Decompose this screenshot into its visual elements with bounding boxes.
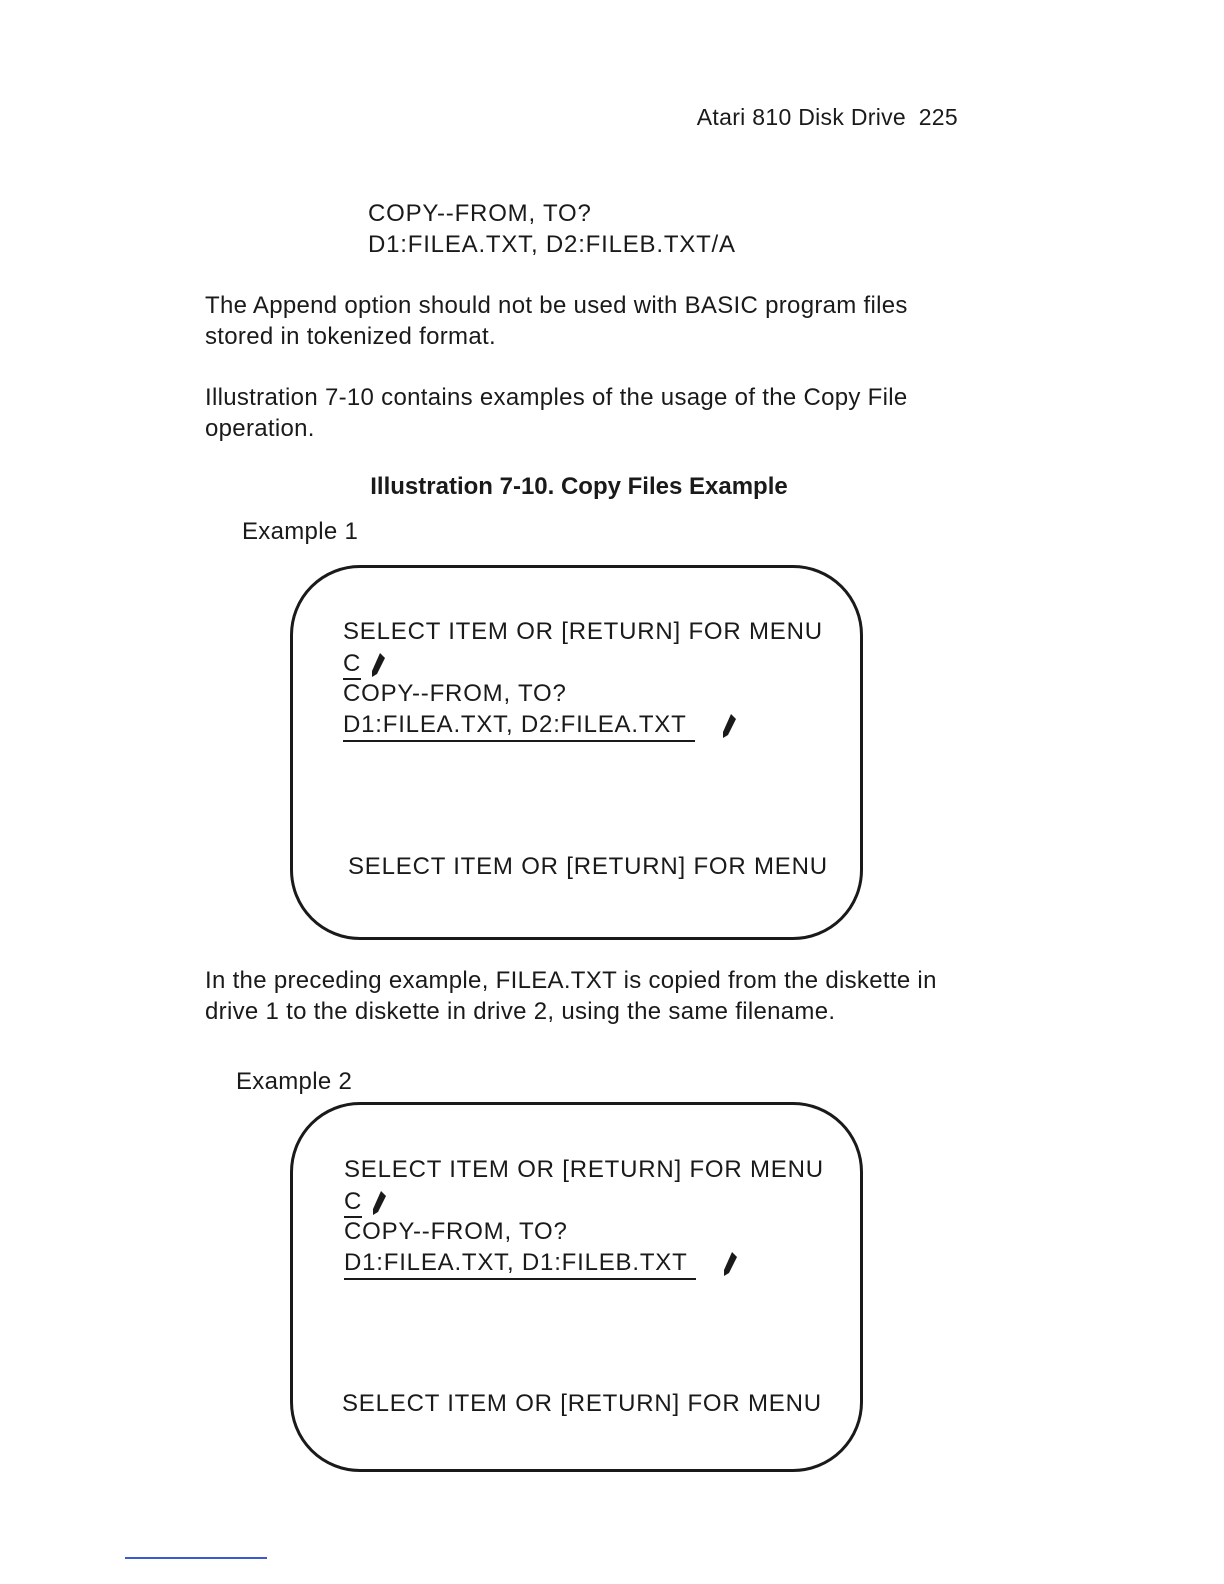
example-label-1: Example 1 — [242, 518, 359, 545]
screen-input-line — [343, 650, 387, 680]
screen-final-prompt: SELECT ITEM OR [RETURN] FOR MENU — [342, 1390, 822, 1417]
footer-rule — [125, 1557, 267, 1559]
return-key-icon — [370, 1190, 388, 1216]
page-number: 225 — [918, 104, 958, 130]
screen-command-line — [344, 1248, 739, 1280]
return-key-icon — [720, 713, 738, 739]
code-line-1: COPY--FROM, TO? — [368, 200, 592, 227]
screen-example-1 — [290, 565, 863, 940]
illustration-caption: Illustration 7-10. Copy Files Example — [370, 473, 788, 500]
screen-example-2 — [290, 1102, 863, 1472]
code-line-2: D1:FILEA.TXT, D2:FILEB.TXT/A — [368, 231, 736, 258]
explanation-paragraph: In the preceding example, FILEA.TXT is copied from the diskette in drive 1 to the diskette in drive 2, using the same filename. — [205, 967, 937, 1025]
screen-command: D1:FILEA.TXT, D1:FILEB.TXT — [344, 1248, 696, 1280]
screen-copy-prompt: COPY--FROM, TO? — [343, 680, 567, 707]
screen-input-line — [344, 1188, 388, 1218]
screen-copy-prompt: COPY--FROM, TO? — [344, 1218, 568, 1245]
screen-input: C — [344, 1188, 362, 1218]
screen-command-line — [343, 710, 738, 742]
screen-prompt: SELECT ITEM OR [RETURN] FOR MENU — [344, 1156, 824, 1183]
screen-input: C — [343, 650, 361, 680]
screen-prompt: SELECT ITEM OR [RETURN] FOR MENU — [343, 618, 823, 645]
screen-command: D1:FILEA.TXT, D2:FILEA.TXT — [343, 710, 695, 742]
intro-paragraph: Illustration 7-10 contains examples of the usage of the Copy File operation. — [205, 384, 908, 442]
return-key-icon — [721, 1251, 739, 1277]
screen-final-prompt: SELECT ITEM OR [RETURN] FOR MENU — [348, 853, 828, 880]
return-key-icon — [369, 652, 387, 678]
append-note-paragraph: The Append option should not be used with BASIC program files stored in tokenized format. — [205, 292, 908, 350]
running-title: Atari 810 Disk Drive — [696, 104, 907, 130]
running-header — [697, 104, 958, 131]
example-label-2: Example 2 — [236, 1068, 353, 1095]
